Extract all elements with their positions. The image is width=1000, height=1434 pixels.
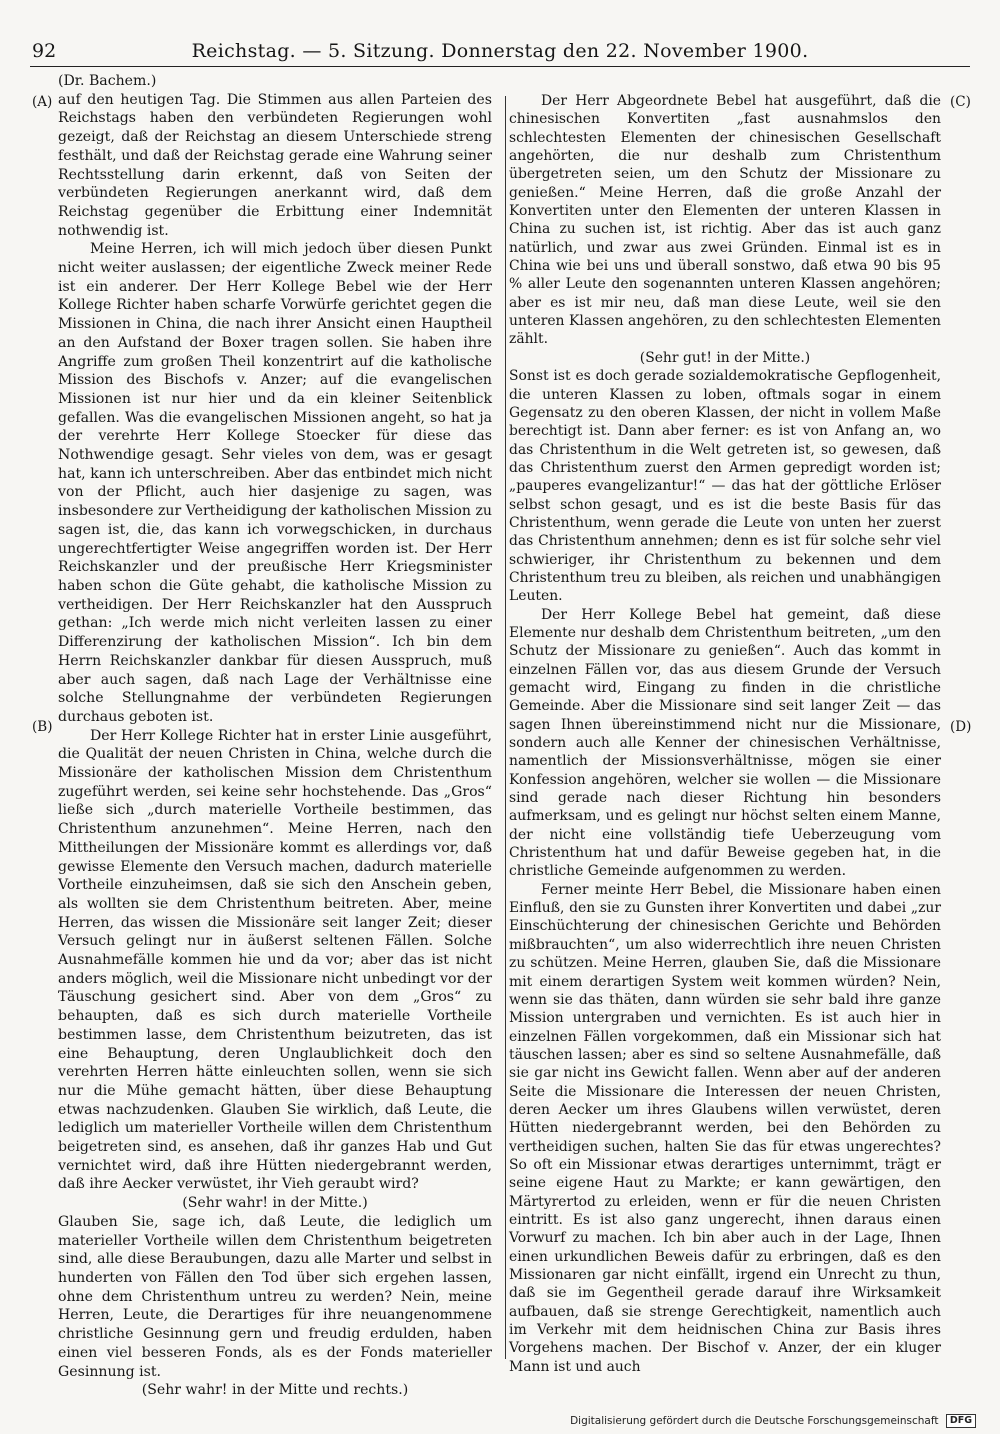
- margin-mark-d: (D): [950, 719, 972, 735]
- margin-mark-a: (A): [32, 94, 53, 110]
- column-divider: [505, 96, 506, 1359]
- paragraph: Sonst ist es doch gerade sozialdemokratische Gepflogenheit, die unteren Klassen zu loben, oftmals sogar in einem Gegensatz zu den oberen Klassen, der nicht in vollem Maße berechtigt ist. Dann aber ferner: es ist von Anfang an, wo das Christenthum in die Welt getreten ist, so gewesen, daß das Christenthum zuerst den Armen gepredigt worden ist; „pauperes evangelizantur!“ — das hat der göttliche Erlöser selbst schon gesagt, und es ist die beste Basis für das Christenthum, wenn gerade die Leute von unten her zuerst das Christenthum annehmen; denn es ist für solche sehr viel schwieriger, ihr Christenthum zu bekennen und dem Christenthum treu zu bleiben, als reichen und unabhängigen Leuten.: [509, 368, 941, 605]
- margin-mark-b: (B): [32, 719, 53, 735]
- paragraph: Ferner meinte Herr Bebel, die Missionare haben einen Einfluß, den sie zu Gunsten ihrer Konvertiten und dabei „zur Einschüchterung der chinesischen Gerichte und Behörden mißbrauchten“, um also widerrechtlich ihre neuen Christen zu schützen. Meine Herren, glauben Sie, daß die Missionare mit einem derartigen System weit kommen würden? Nein, wenn sie das thäten, dann würden sie sehr bald ihre ganze Mission untergraben und vernichten. Es ist auch hier in einzelnen Fällen vorgekommen, daß ein Missionar sich hat täuschen lassen; aber es sind so seltene Ausnahmefälle, daß sie gar nicht ins Gewicht fallen. Wenn aber auf der anderen Seite die Missionare die Interessen der neuen Christen, deren Aecker um ihres Glaubens willen verwüstet, deren Hütten niedergebrannt werden, bei den Behörden zu vertheidigen suchen, halten Sie das für etwas ungerechtes? So oft ein Missionar etwas derartiges unternimmt, trägt er seine eigene Haut zu Markte; er kann gewärtigen, den Märtyrertod zu erleiden, wenn er für die neuen Christen eintritt. Es ist also ganz ungerecht, ihnen daraus einen Vorwurf zu machen. Ich bin aber auch in der Lage, Ihnen einen urkundlichen Beweis dafür zu erbringen, daß es den Missionaren gar nicht einfällt, irgend ein Unrecht zu thun, daß sie im Gegentheil gerade darauf ihre Wirksamkeit aufbauen, daß sie strenge Gerechtigkeit, namentlich auch im Verkehr mit dem heidnischen China zur Basis ihres Vorgehens machen. Der Bischof v. Anzer, der ein kluger Mann ist und auch: [509, 881, 941, 1375]
- paragraph: Der Herr Kollege Bebel hat gemeint, daß diese Elemente nur deshalb dem Christenthum beitreten, „um den Schutz der Missionare zu genießen“. Auch das kommt in einzelnen Fällen vor, das aus diesem Grunde der Versuch gemacht wird, Eingang zu finden in die christliche Gemeinde. Aber die Missionare sind seit langer Zeit — das sagen Ihnen übereinstimmend nicht nur die Missionare, sondern auch alle Kenner der chinesischen Verhältnisse, namentlich der Missionsverhältnisse, mögen sie einer Konfession angehören, welcher sie wollen — die Missionare sind gerade nach dieser Richtung hin besonders aufmerksam, und es gelingt nur höchst selten einem Manne, der nicht eine vollständig tiefe Ueberzeugung vom Christenthum hat und dafür Beweise gegeben hat, in die christliche Gemeinde aufgenommen zu werden.: [509, 606, 941, 880]
- paragraph: Der Herr Kollege Richter hat in erster Linie ausgeführt, die Qualität der neuen Christen in China, welche durch die Missionäre der katholischen Mission dem Christenthum zugeführt werden, sei keine sehr hochstehende. Das „Gros“ ließe sich „durch materielle Vortheile bestimmen, das Christenthum anzunehmen“. Meine Herren, nach den Mittheilungen der Missionäre kommt es allerdings vor, daß gewisse Elemente den Versuch machen, dadurch materielle Vortheile einzuheimsen, daß sie sich den Anschein geben, als wollten sie dem Christenthum beitreten. Aber, meine Herren, das wissen die Missionäre seit langer Zeit; dieser Versuch gelingt nur in äußerst seltenen Fällen. Solche Ausnahmefälle kommen hie und da vor; aber das ist nicht anders möglich, weil die Missionare nicht unbedingt vor der Täuschung gesichert sind. Aber von dem „Gros“ zu behaupten, daß es sich durch materielle Vortheile bestimmen lasse, dem Christenthum beizutreten, das ist eine Behauptung, deren Unglaublichkeit doch den verehrten Herren hätte einleuchten sollen, wenn sie sich nur die Mühe gemacht hätten, über diese Behauptung etwas nachzudenken. Glauben Sie wirklich, daß Leute, die lediglich um materieller Vortheile willen dem Christenthum beigetreten sind, es ansehen, daß ihr ganzes Hab und Gut vernichtet wird, daß ihre Hütten niedergebrannt werden, daß ihre Aecker verwüstet, ihr Vieh geraubt wird?: [58, 727, 492, 1193]
- left-column: [58, 72, 492, 1400]
- interjection: (Sehr wahr! in der Mitte und rechts.): [141, 1382, 409, 1399]
- footer-credit-text: Digitalisierung gefördert durch die Deutsche Forschungsgemeinschaft: [570, 1415, 939, 1427]
- interjection: (Sehr wahr! in der Mitte.): [182, 1195, 368, 1212]
- running-title: Reichstag. — 5. Sitzung. Donnerstag den 22. November 1900.: [191, 40, 809, 62]
- header-rule: [30, 66, 970, 67]
- right-column: [509, 92, 941, 1376]
- speaker-label: (Dr. Bachem.): [58, 73, 157, 89]
- interjection: (Sehr gut! in der Mitte.): [639, 349, 811, 366]
- paragraph: Glauben Sie, sage ich, daß Leute, die lediglich um materieller Vortheile willen dem Christenthum beigetreten sind, alle diese Beraubungen, dazu alle Marter und selbst in hunderten von Fällen den Tod über sich ergehen lassen, ohne dem Christenthum untreu zu werden? Nein, meine Herren, Leute, die Derartiges für ihre neuangenommene christliche Gesinnung gern und freudig erdulden, haben einen viel besseren Fonds, als es der Fonds materieller Gesinnung ist.: [58, 1213, 492, 1380]
- paragraph: auf den heutigen Tag. Die Stimmen aus allen Parteien des Reichstags haben den verbündeten Regierungen wohl gezeigt, daß der Reichstag an diesem Unterschiede streng festhält, und daß der Reichstag gerade eine Wahrung seiner Rechtsstellung darin erkennt, daß von Seiten der verbündeten Regierungen anerkannt wird, daß dem Reichstag gegenüber die Erbittung einer Indemnität nothwendig ist.: [58, 91, 492, 239]
- paragraph: Meine Herren, ich will mich jedoch über diesen Punkt nicht weiter auslassen; der eigentliche Zweck meiner Rede ist ein anderer. Der Herr Kollege Bebel wie der Herr Kollege Richter haben scharfe Vorwürfe gerichtet gegen die Missionen in China, die nach ihrer Ansicht einen Hauptheil an den Aufstand der Boxer tragen sollen. Sie haben ihre Angriffe zum großen Theil konzentrirt auf die katholische Mission des Bischofs v. Anzer; auf die evangelischen Missionen ist nur hier und da ein kleiner Seitenblick gefallen. Was die evangelischen Missionen angeht, so hat ja der verehrte Herr Kollege Stoecker für diese das Nothwendige gesagt. Sehr vieles von dem, was er gesagt hat, kann ich unterschreiben. Aber das entbindet mich nicht von der Pflicht, auch hier dasjenige zu sagen, was insbesondere zur Vertheidigung der katholischen Mission zu sagen ist, die, das kann ich vorwegschicken, in durchaus ungerechtfertigter Weise angegriffen worden ist. Der Herr Reichskanzler und der preußische Herr Kriegsminister haben schon die Güte gehabt, die katholische Mission zu vertheidigen. Der Herr Reichskanzler hat den Ausspruch gethan: „Ich werde mich nicht verleiten lassen zu einer Differenzirung der katholischen Mission“. Ich bin dem Herrn Reichskanzler dankbar für diesen Ausspruch, muß aber auch sagen, daß nach Lage der Verhältnisse eine solche Stellungnahme der verbündeten Regierungen durchaus geboten ist.: [58, 241, 492, 725]
- page-number: 92: [32, 40, 57, 62]
- page-header: [30, 40, 970, 66]
- paragraph: Der Herr Abgeordnete Bebel hat ausgeführt, daß die chinesischen Konvertiten „fast ausnahmslos den schlechtesten Elementen der chinesischen Gesellschaft angehörten, die nur deshalb zum Christenthum übergetreten seien, um den Schutz der Missionare zu genießen.“ Meine Herren, daß die große Anzahl der Konvertiten unter den Elementen der unteren Klassen in China zu suchen ist, ist richtig. Aber das ist auch ganz natürlich, und zwar aus zwei Gründen. Einmal ist es in China wie bei uns und überall sonstwo, daß etwa 90 bis 95 % aller Leute den sogenannten unteren Klassen angehören; aber es ist mir neu, daß man diese Leute, weil sie den unteren Klassen angehören, zu den schlechtesten Elementen zählt.: [509, 93, 941, 348]
- margin-mark-c: (C): [950, 94, 971, 110]
- dfg-logo: DFG: [946, 1414, 976, 1428]
- footer-credit: [570, 1414, 976, 1428]
